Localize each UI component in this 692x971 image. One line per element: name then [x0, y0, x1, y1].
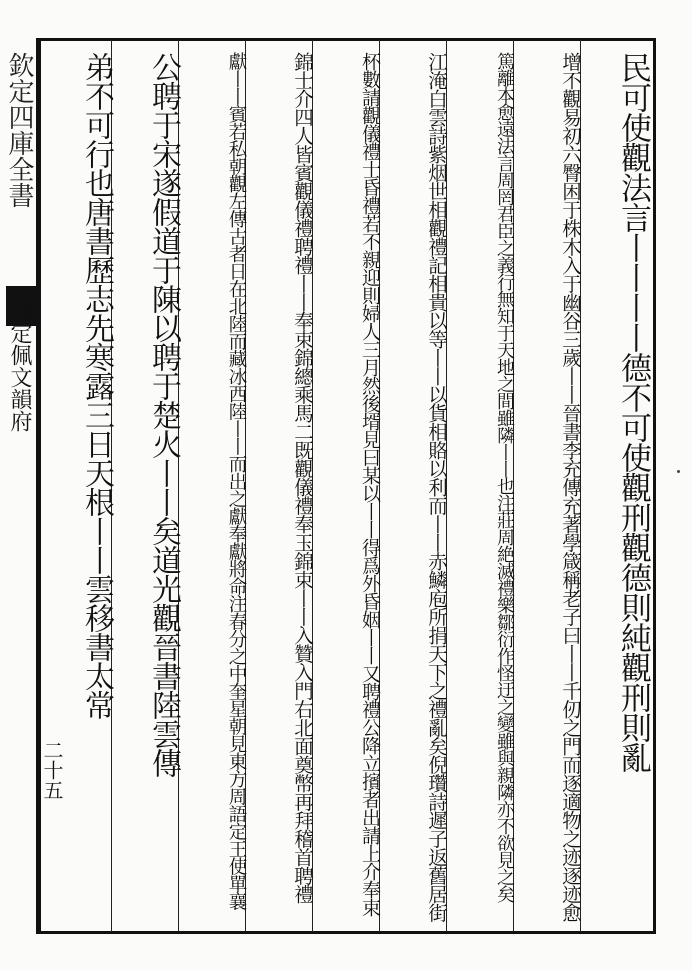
- spine-title: 欽定四庫全書: [4, 52, 34, 208]
- speck: [677, 470, 680, 473]
- text-column-8: 公聘于宋遂假道于陳以聘于楚火丨丨矣道光觀晉書陸雲傳: [146, 52, 181, 777]
- text-column-5: 杯數請觀儀禮士昏禮若不親迎則婦人三月然後壻見曰某以丨丨得爲外昏姻丨丨又聘禮公降立擯者出請上介奉束: [359, 52, 381, 916]
- text-column-6: 錦士介四人皆賓觀儀禮聘禮丨丨奉束錦總乘馬二既觀儀禮奉玉錦束丨丨入贊入門右北面奠幣再拜稽首聘禮: [291, 52, 314, 903]
- page-number: 二十五: [40, 740, 64, 800]
- text-column-4: 江淹白雲詩紫烟世相觀禮記相貴以等丨丨以貨相賂以利而丨丨赤鱗庖所捐天下之禮亂矣倪瓚詩遲子返舊居街: [425, 52, 448, 922]
- text-column-3: 篤離本愈遠法言周罔君臣之義行無知于天地之間雖隣丨丨也注莊周絶滅禮樂鄒衍作怪迂之變雖與親隣亦不欲見之矣: [494, 52, 515, 902]
- text-column-9: 弟不可行也唐書歷志先寒露三日天根丨丨雲移書太常: [79, 52, 114, 719]
- spine-book-title: 御定佩文韻府: [7, 300, 32, 432]
- text-column-7: 獻丨丨賓若私朝觀左傳古者日在北陸而藏冰西陸丨丨而出之獻奉獻將命注春分之中奎星朝見東方周語定王使單襄: [226, 52, 247, 910]
- text-column-1: 民可使觀法言丨丨丨丨德不可使觀刑觀德則純觀刑則亂: [615, 52, 651, 772]
- text-column-2: 增不觀易初六臀困于株木入于幽谷三歲丨丨晉書李充傳充著學箴稱老子曰丨丨千仞之門而逐適物之迹逐迹愈: [559, 52, 582, 922]
